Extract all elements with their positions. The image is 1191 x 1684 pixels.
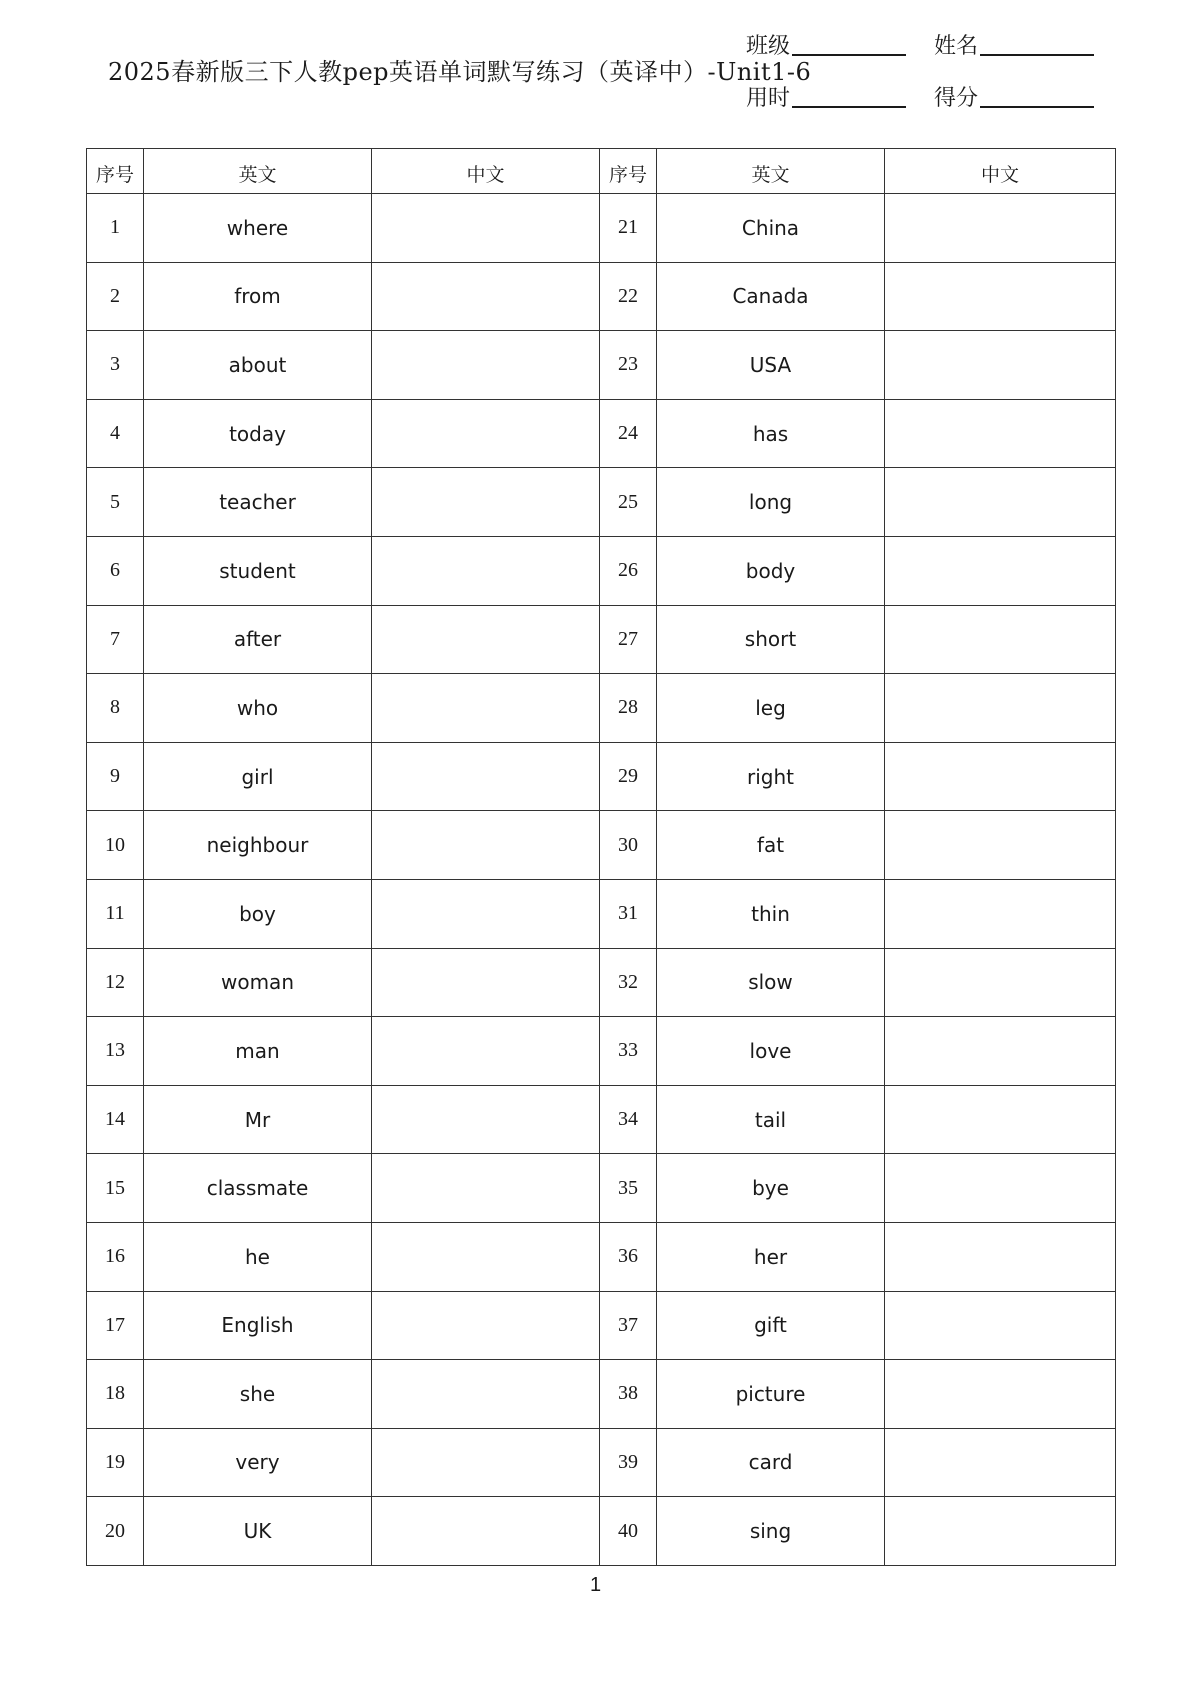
english-word: about (144, 331, 372, 400)
score-label: 得分 (934, 86, 979, 111)
name-field (934, 29, 1094, 60)
item-number: 13 (87, 1017, 144, 1086)
item-number: 12 (87, 948, 144, 1017)
item-number: 5 (87, 468, 144, 537)
vocabulary-table (86, 148, 1116, 1566)
chinese-answer-cell[interactable] (885, 742, 1116, 811)
item-number: 6 (87, 536, 144, 605)
english-word: long (657, 468, 885, 537)
table-row (87, 331, 1116, 400)
english-word: slow (657, 948, 885, 1017)
table-row (87, 674, 1116, 743)
item-number: 39 (600, 1428, 657, 1497)
chinese-answer-cell[interactable] (372, 1154, 600, 1223)
chinese-answer-cell[interactable] (372, 331, 600, 400)
header-number-left: 序号 (87, 149, 144, 194)
english-word: right (657, 742, 885, 811)
header-chinese-right: 中文 (885, 149, 1116, 194)
item-number: 24 (600, 399, 657, 468)
english-word: Mr (144, 1085, 372, 1154)
time-label: 用时 (746, 86, 791, 111)
english-word: short (657, 605, 885, 674)
chinese-answer-cell[interactable] (885, 948, 1116, 1017)
table-header-row (87, 149, 1116, 194)
english-word: USA (657, 331, 885, 400)
chinese-answer-cell[interactable] (885, 1085, 1116, 1154)
chinese-answer-cell[interactable] (372, 1360, 600, 1429)
table-row (87, 948, 1116, 1017)
item-number: 38 (600, 1360, 657, 1429)
item-number: 32 (600, 948, 657, 1017)
item-number: 20 (87, 1497, 144, 1566)
table-row (87, 536, 1116, 605)
item-number: 17 (87, 1291, 144, 1360)
chinese-answer-cell[interactable] (372, 194, 600, 263)
english-word: boy (144, 879, 372, 948)
item-number: 40 (600, 1497, 657, 1566)
item-number: 14 (87, 1085, 144, 1154)
item-number: 19 (87, 1428, 144, 1497)
item-number: 25 (600, 468, 657, 537)
english-word: English (144, 1291, 372, 1360)
item-number: 2 (87, 262, 144, 331)
table-row (87, 811, 1116, 880)
english-word: body (657, 536, 885, 605)
item-number: 35 (600, 1154, 657, 1223)
item-number: 29 (600, 742, 657, 811)
chinese-answer-cell[interactable] (372, 399, 600, 468)
chinese-answer-cell[interactable] (885, 1291, 1116, 1360)
table-row (87, 1497, 1116, 1566)
chinese-answer-cell[interactable] (885, 1497, 1116, 1566)
chinese-answer-cell[interactable] (372, 948, 600, 1017)
english-word: girl (144, 742, 372, 811)
header-english-left: 英文 (144, 149, 372, 194)
class-field (746, 29, 906, 60)
english-word: after (144, 605, 372, 674)
chinese-answer-cell[interactable] (372, 605, 600, 674)
english-word: gift (657, 1291, 885, 1360)
english-word: China (657, 194, 885, 263)
item-number: 9 (87, 742, 144, 811)
item-number: 37 (600, 1291, 657, 1360)
english-word: he (144, 1222, 372, 1291)
item-number: 16 (87, 1222, 144, 1291)
english-word: bye (657, 1154, 885, 1223)
table-row (87, 1291, 1116, 1360)
header-chinese-left: 中文 (372, 149, 600, 194)
english-word: card (657, 1428, 885, 1497)
english-word: fat (657, 811, 885, 880)
table-row (87, 399, 1116, 468)
table-row (87, 1428, 1116, 1497)
english-word: from (144, 262, 372, 331)
english-word: leg (657, 674, 885, 743)
header-english-right: 英文 (657, 149, 885, 194)
item-number: 15 (87, 1154, 144, 1223)
chinese-answer-cell[interactable] (372, 1222, 600, 1291)
chinese-answer-cell[interactable] (372, 262, 600, 331)
item-number: 27 (600, 605, 657, 674)
class-blank[interactable] (792, 53, 906, 56)
chinese-answer-cell[interactable] (885, 331, 1116, 400)
english-word: UK (144, 1497, 372, 1566)
table-row (87, 262, 1116, 331)
chinese-answer-cell[interactable] (885, 262, 1116, 331)
table-row (87, 1017, 1116, 1086)
item-number: 34 (600, 1085, 657, 1154)
class-label: 班级 (746, 34, 791, 59)
name-label: 姓名 (934, 34, 979, 59)
time-blank[interactable] (792, 105, 906, 108)
chinese-answer-cell[interactable] (885, 194, 1116, 263)
item-number: 11 (87, 879, 144, 948)
english-word: classmate (144, 1154, 372, 1223)
chinese-answer-cell[interactable] (885, 1017, 1116, 1086)
chinese-answer-cell[interactable] (372, 674, 600, 743)
english-word: man (144, 1017, 372, 1086)
chinese-answer-cell[interactable] (372, 1291, 600, 1360)
table-row (87, 1222, 1116, 1291)
chinese-answer-cell[interactable] (372, 1017, 600, 1086)
chinese-answer-cell[interactable] (372, 536, 600, 605)
english-word: neighbour (144, 811, 372, 880)
chinese-answer-cell[interactable] (372, 1497, 600, 1566)
table-row (87, 605, 1116, 674)
item-number: 3 (87, 331, 144, 400)
english-word: student (144, 536, 372, 605)
item-number: 22 (600, 262, 657, 331)
table-row (87, 468, 1116, 537)
item-number: 28 (600, 674, 657, 743)
chinese-answer-cell[interactable] (885, 1360, 1116, 1429)
item-number: 18 (87, 1360, 144, 1429)
chinese-answer-cell[interactable] (885, 1428, 1116, 1497)
item-number: 10 (87, 811, 144, 880)
english-word: has (657, 399, 885, 468)
english-word: today (144, 399, 372, 468)
header-number-right: 序号 (600, 149, 657, 194)
table-row (87, 742, 1116, 811)
english-word: where (144, 194, 372, 263)
chinese-answer-cell[interactable] (885, 536, 1116, 605)
english-word: woman (144, 948, 372, 1017)
item-number: 7 (87, 605, 144, 674)
table-row (87, 879, 1116, 948)
table-row (87, 1360, 1116, 1429)
item-number: 31 (600, 879, 657, 948)
page-number: 1 (589, 1574, 602, 1596)
chinese-answer-cell[interactable] (885, 811, 1116, 880)
chinese-answer-cell[interactable] (372, 1085, 600, 1154)
table-row (87, 194, 1116, 263)
item-number: 8 (87, 674, 144, 743)
item-number: 30 (600, 811, 657, 880)
item-number: 36 (600, 1222, 657, 1291)
english-word: teacher (144, 468, 372, 537)
worksheet-title: 2025春新版三下人教pep英语单词默写练习（英译中）-Unit1-6 (108, 58, 812, 86)
chinese-answer-cell[interactable] (885, 605, 1116, 674)
english-word: who (144, 674, 372, 743)
english-word: her (657, 1222, 885, 1291)
chinese-answer-cell[interactable] (885, 1222, 1116, 1291)
english-word: very (144, 1428, 372, 1497)
chinese-answer-cell[interactable] (372, 742, 600, 811)
name-blank[interactable] (980, 53, 1094, 56)
chinese-answer-cell[interactable] (885, 674, 1116, 743)
chinese-answer-cell[interactable] (885, 1154, 1116, 1223)
item-number: 1 (87, 194, 144, 263)
item-number: 23 (600, 331, 657, 400)
english-word: love (657, 1017, 885, 1086)
english-word: picture (657, 1360, 885, 1429)
table-row (87, 1154, 1116, 1223)
chinese-answer-cell[interactable] (372, 1428, 600, 1497)
chinese-answer-cell[interactable] (372, 879, 600, 948)
item-number: 33 (600, 1017, 657, 1086)
chinese-answer-cell[interactable] (885, 468, 1116, 537)
english-word: Canada (657, 262, 885, 331)
english-word: sing (657, 1497, 885, 1566)
chinese-answer-cell[interactable] (885, 879, 1116, 948)
score-blank[interactable] (980, 105, 1094, 108)
chinese-answer-cell[interactable] (885, 399, 1116, 468)
table-row (87, 1085, 1116, 1154)
english-word: tail (657, 1085, 885, 1154)
chinese-answer-cell[interactable] (372, 811, 600, 880)
item-number: 4 (87, 399, 144, 468)
english-word: she (144, 1360, 372, 1429)
item-number: 26 (600, 536, 657, 605)
item-number: 21 (600, 194, 657, 263)
score-field (934, 81, 1094, 112)
chinese-answer-cell[interactable] (372, 468, 600, 537)
english-word: thin (657, 879, 885, 948)
time-field (746, 81, 906, 112)
